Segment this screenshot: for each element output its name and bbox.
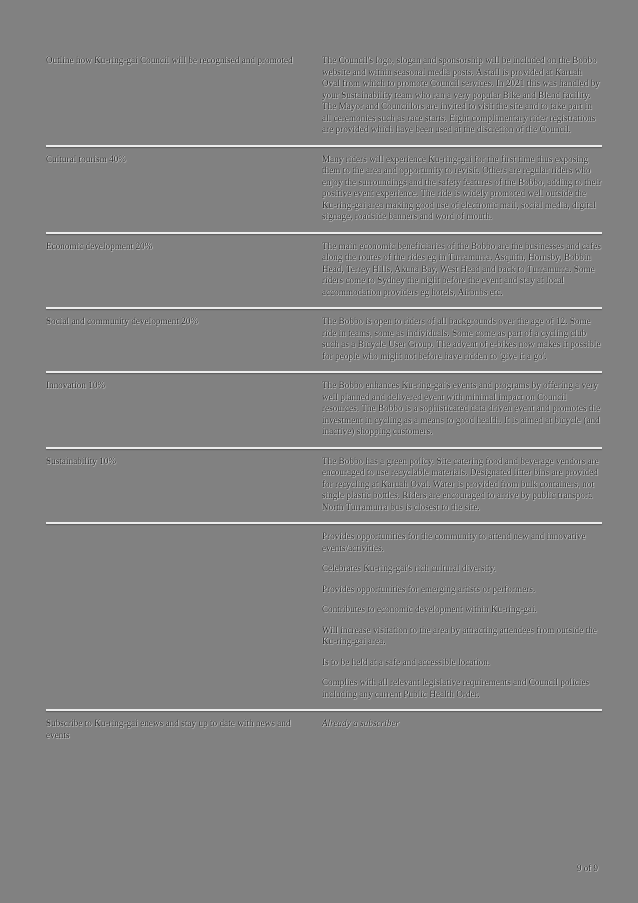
note-item: Complies with all relevant legislative requirements and Council policies including any current Public Health Order.	[322, 677, 590, 699]
note-item: Contributes to economic development within Ku-ring-gai.	[322, 604, 537, 614]
row-text: Many riders will experience Ku-ring-gai for the first time thus exposing them to the area and opportunity to revisit. Others are regular riders who enjoy the surroundings and the safety features of the Bobbo, adding to their positive event experience. The ride is widely promoted well outside the Ku-ring-gai area making good use of electronic mail, social media, digital signage, roadside banners and word of mouth.	[322, 153, 602, 221]
row-heading: Sustainability 10%	[46, 455, 117, 466]
note-item: Will increase visitation to the area by attracting attendees from outside the Ku-ring-gai area.	[322, 624, 597, 646]
table-row	[46, 147, 602, 232]
table-row	[46, 373, 602, 447]
row-heading: Social and community development 20%	[46, 316, 199, 326]
row-heading: Innovation 10%	[46, 380, 106, 390]
row-text: The Council's logo, slogan and sponsorship will be included on the Bobbo website and within seasonal media posts. A stall is provided at Karuah Oval from which to promote Council services. In 2021 this was handled by your Sustainability team who ran a very popular Bike and Blend facility. The Mayor and Councillors are invited to visit the site and to take part in all ceremonies such as race starts. Eight complimentary rider registrations are provided which have been used at the discretion of the Council.	[322, 55, 600, 134]
criteria-notes-row	[46, 524, 602, 709]
row-text: The Bobbo has a green policy. Site catering food and beverage vendors are encouraged to use recyclable materials. Designated litter bins are provided for recycling at Karuah Oval. Water is provided from bulk containers, not single plastic bottles. Riders are encouraged to arrive by public transport. North Turramurra bus is closest to the site.	[322, 455, 599, 512]
note-item: Provides opportunities for emerging artists or performers.	[322, 583, 536, 594]
table-row	[46, 309, 602, 371]
note-item: Celebrates Ku-ring-gai's rich cultural diversity.	[322, 563, 497, 573]
row-text: The Bobbo is open to riders of all backgrounds over the age of 12. Some ride in teams, some as individuals. Some come as part of a cycling club such as a Bicycle User Group. The advent of e-bikes now makes it possible for people who might not before have ridden to 'give it a go'.	[322, 316, 601, 361]
row-heading: Outline how Ku-ring-gai Council will be recognised and promoted	[46, 55, 293, 65]
subscribe-row	[46, 711, 602, 750]
subscribe-answer: Already a subscriber	[322, 718, 400, 728]
row-heading-empty	[46, 531, 308, 700]
page-number: 9 of 9	[577, 863, 598, 873]
row-heading: Economic development 20%	[46, 240, 153, 251]
row-text: The main economic beneficiaries of the Bobbo are the businesses and cafes along the routes of the rides eg in Turramurra, Asquith, Hornsby, Bobbin Head, Terrey Hills, Akuna Bay, West Head and back to Turramurra. Some riders come to Sydney the night before the event and stay at local accommodation providers eg hotels, Airbnbs etc.	[322, 240, 601, 297]
criteria-notes	[322, 531, 602, 700]
table-row	[46, 234, 602, 308]
table-row	[46, 48, 602, 145]
row-heading: Cultural tourism 40%	[46, 153, 126, 164]
document-page	[46, 48, 602, 750]
note-item: Provides opportunities for the community to attend new and innovative events/activities.	[322, 531, 586, 553]
note-item: Is to be held at a safe and accessible location.	[322, 656, 491, 667]
row-heading: Subscribe to Ku-ring-gai enews and stay up to date with news and events	[46, 718, 291, 740]
table-row	[46, 449, 602, 523]
row-text: The Bobbo enhances Ku-ring-gai's events and programs by offering a very well planned and delivered event with minimal impact on Council resources. The Bobbo is a sophisticated data driven event and promotes the investment in cycling as a means to good health. It is aimed at bicycle (and inactive) shopping customers.	[322, 380, 601, 436]
